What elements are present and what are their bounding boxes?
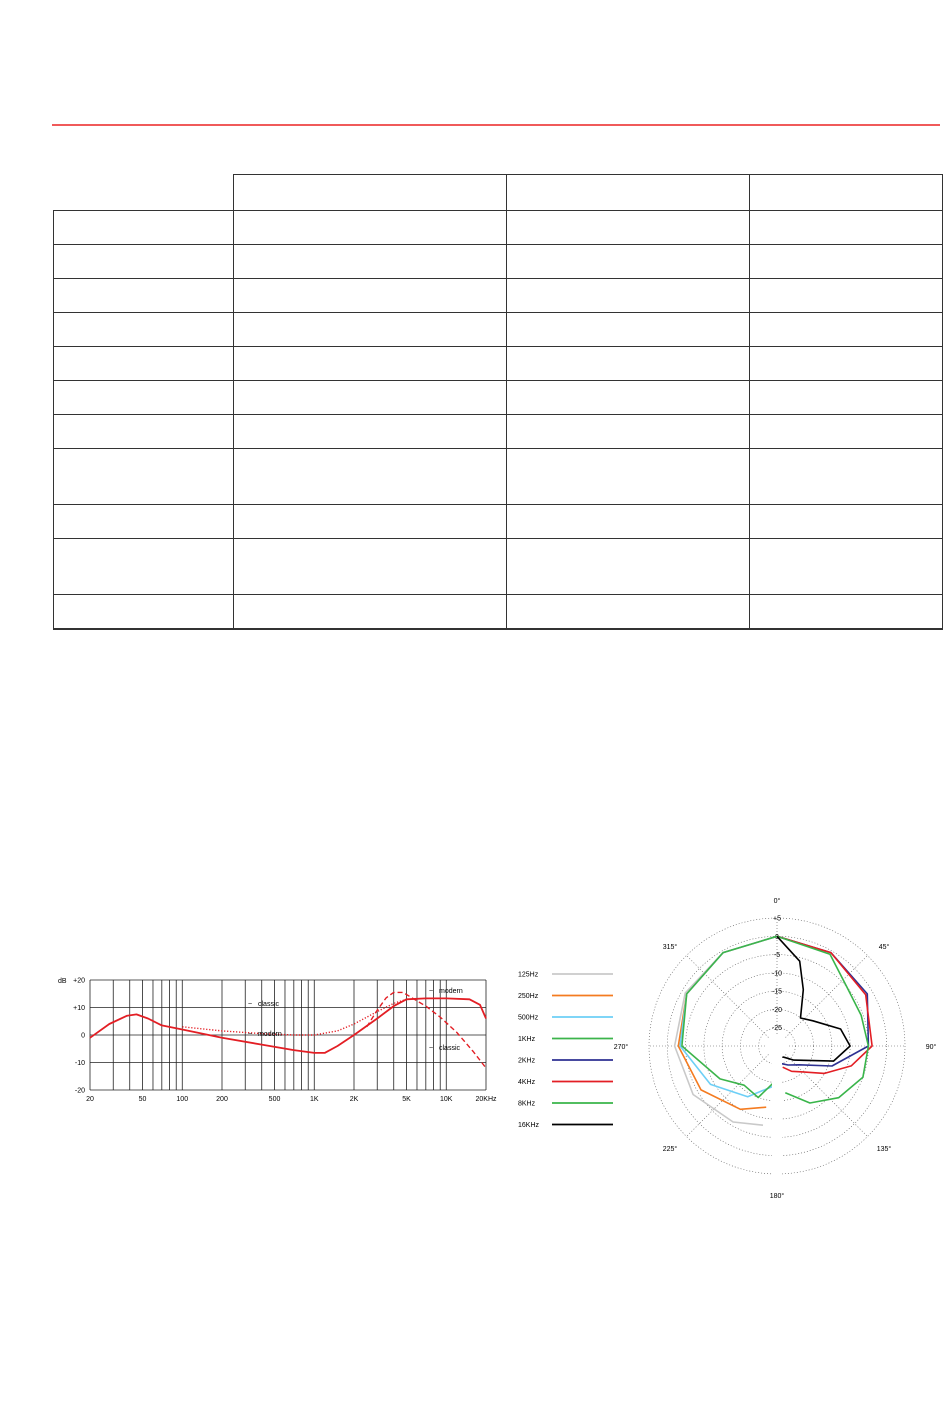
table-cell <box>750 449 943 505</box>
frequency-x-tick-label: 500 <box>268 1096 281 1103</box>
frequency-y-ticks <box>73 978 85 1095</box>
table-cell <box>507 245 750 279</box>
table-cell <box>750 279 943 313</box>
table-cell <box>54 211 234 245</box>
table-header-row <box>54 175 943 211</box>
frequency-response-chart <box>54 970 504 1103</box>
annotation-modern-lower <box>248 1031 282 1038</box>
polar-r-tick-label: 0 <box>775 933 779 941</box>
svg-text:~: ~ <box>248 1031 253 1038</box>
polar-legend <box>518 972 613 1130</box>
table-cell <box>750 245 943 279</box>
polar-series-4KHz <box>775 933 872 1073</box>
table-cell <box>507 629 750 630</box>
table-cell <box>54 175 234 211</box>
spec-table <box>53 174 943 630</box>
svg-text:~: ~ <box>429 988 434 995</box>
table-cell <box>54 595 234 629</box>
polar-r-tick-label: -25 <box>771 1025 783 1033</box>
table-cell <box>54 279 234 313</box>
polar-legend-label: 250Hz <box>518 993 539 1000</box>
table-cell <box>750 505 943 539</box>
table-cell <box>507 211 750 245</box>
table-cell <box>233 539 507 595</box>
polar-angle-label: 135° <box>876 1145 892 1153</box>
table-cell <box>233 629 507 630</box>
table-cell <box>233 313 507 347</box>
table-cell <box>507 381 750 415</box>
table-cell <box>750 415 943 449</box>
polar-series-500Hz <box>680 933 779 1096</box>
frequency-x-tick-label: 10K <box>440 1096 453 1103</box>
table-cell <box>750 539 943 595</box>
table-cell <box>507 313 750 347</box>
polar-r-ticks <box>772 916 782 1033</box>
frequency-x-tick-label: 50 <box>138 1096 147 1103</box>
polar-center-mask <box>765 1034 789 1058</box>
table-cell <box>54 505 234 539</box>
annotation-classic-upper <box>248 1001 280 1008</box>
frequency-y-tick-label: -20 <box>74 1087 85 1095</box>
table-cell <box>507 175 750 211</box>
table-cell <box>233 347 507 381</box>
frequency-x-tick-label: 20 <box>86 1096 94 1103</box>
table-cell <box>233 381 507 415</box>
svg-text:modern: modern <box>439 988 463 995</box>
polar-angle-label: 315° <box>662 944 678 952</box>
table-cell <box>233 279 507 313</box>
frequency-x-ticks <box>86 1096 497 1103</box>
svg-text:~: ~ <box>429 1045 434 1052</box>
table-cell <box>750 313 943 347</box>
table-cell <box>54 313 234 347</box>
table-row <box>54 595 943 629</box>
table-cell <box>507 505 750 539</box>
table-cell <box>233 415 507 449</box>
svg-text:classic: classic <box>258 1001 280 1008</box>
table-row <box>54 415 943 449</box>
polar-legend-label: 125Hz <box>518 971 539 979</box>
frequency-x-tick-label: 100 <box>176 1096 189 1103</box>
table-row <box>54 449 943 505</box>
frequency-y-tick-label: +20 <box>73 977 85 985</box>
table-row <box>54 381 943 415</box>
table-cell <box>507 539 750 595</box>
polar-legend-label: 16KHz <box>518 1122 540 1129</box>
table-cell <box>54 629 234 630</box>
polar-legend-label: 4KHz <box>518 1079 536 1086</box>
table-cell <box>233 211 507 245</box>
polar-spoke <box>686 955 777 1046</box>
polar-r-tick-label: -20 <box>771 1006 783 1014</box>
polar-angle-label: 0° <box>773 898 781 905</box>
table-cell <box>750 381 943 415</box>
polar-legend-label: 500Hz <box>518 1014 539 1022</box>
table-cell <box>750 211 943 245</box>
table-cell <box>507 279 750 313</box>
polar-angle-label: 225° <box>662 1145 678 1153</box>
frequency-x-tick-label: 5K <box>402 1096 411 1103</box>
table-cell <box>54 245 234 279</box>
table-cell <box>54 381 234 415</box>
table-cell <box>750 347 943 381</box>
polar-legend-label: 8KHz <box>518 1100 536 1108</box>
table-cell <box>233 175 507 211</box>
table-row <box>54 211 943 245</box>
svg-text:~: ~ <box>248 1001 253 1008</box>
table-cell <box>233 505 507 539</box>
svg-text:classic: classic <box>439 1045 461 1052</box>
polar-angle-label: 90° <box>925 1044 937 1051</box>
table-row <box>54 539 943 595</box>
polar-series-1KHz <box>682 933 779 1097</box>
polar-series-8KHz <box>775 933 868 1103</box>
frequency-x-tick-label: 20KHz <box>475 1096 497 1103</box>
header-divider <box>52 124 940 126</box>
table-row <box>54 629 943 630</box>
polar-legend-label: 2KHz <box>518 1057 536 1065</box>
table-row <box>54 505 943 539</box>
polar-angle-label: 270° <box>613 1044 629 1051</box>
frequency-y-tick-label: 0 <box>81 1032 85 1040</box>
table-cell <box>507 415 750 449</box>
frequency-x-tick-label: 1K <box>309 1096 319 1103</box>
table-cell <box>233 595 507 629</box>
polar-pattern-chart <box>512 896 948 1206</box>
table-row <box>54 347 943 381</box>
table-cell <box>54 415 234 449</box>
polar-series-250Hz <box>678 933 779 1109</box>
polar-r-tick-label: +5 <box>773 915 781 923</box>
frequency-series-dashed <box>367 992 486 1068</box>
polar-r-tick-label: -15 <box>771 988 783 996</box>
table-cell <box>507 595 750 629</box>
annotation-modern-upper <box>429 988 463 995</box>
polar-r-tick-label: -10 <box>771 970 783 978</box>
table-cell <box>54 449 234 505</box>
polar-angle-label: 180° <box>769 1193 785 1200</box>
table-cell <box>507 347 750 381</box>
table-row <box>54 279 943 313</box>
table-cell <box>54 539 234 595</box>
table-row <box>54 313 943 347</box>
frequency-x-tick-label: 2K <box>349 1096 359 1103</box>
table-cell <box>507 449 750 505</box>
frequency-y-tick-label: +10 <box>73 1005 85 1012</box>
table-cell <box>750 175 943 211</box>
frequency-x-tick-label: 200 <box>216 1096 228 1103</box>
table-cell <box>233 245 507 279</box>
table-row <box>54 245 943 279</box>
table-cell <box>233 449 507 505</box>
frequency-y-tick-label: -10 <box>74 1060 85 1067</box>
table-cell <box>750 595 943 629</box>
polar-angle-label: 45° <box>878 944 890 952</box>
frequency-series <box>90 992 486 1068</box>
table-cell <box>54 347 234 381</box>
frequency-y-axis-label: dB <box>58 978 67 985</box>
table-cell <box>750 629 943 630</box>
polar-r-tick-label: -5 <box>773 952 781 960</box>
polar-legend-label: 1KHz <box>518 1036 536 1043</box>
svg-text:modern: modern <box>258 1031 282 1038</box>
